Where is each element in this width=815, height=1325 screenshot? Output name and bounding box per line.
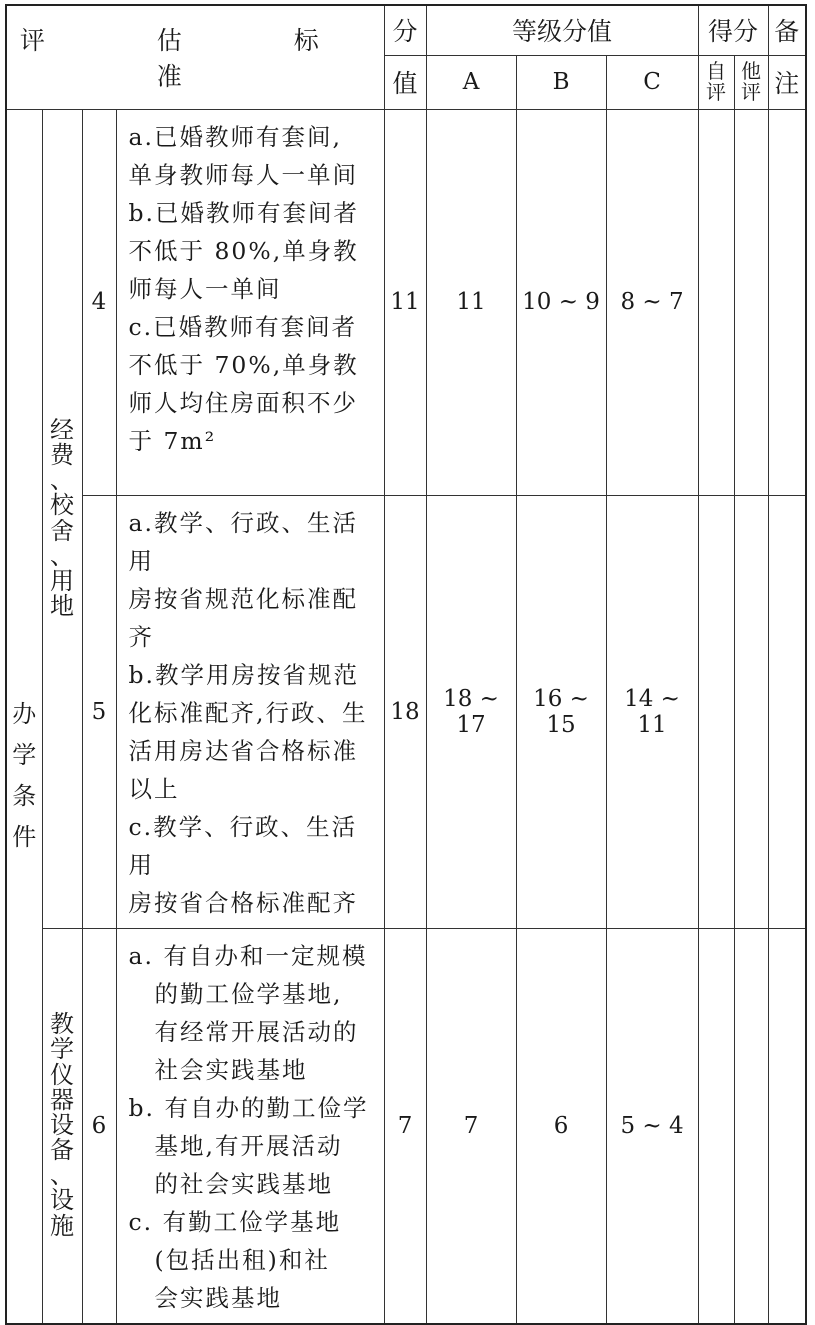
- criteria-line: 房按省合格标准配齐: [128, 888, 358, 917]
- criteria-line: (包括出租)和社: [154, 1245, 330, 1274]
- other-eval-cell[interactable]: [734, 495, 768, 928]
- criteria-line: 基地,有开展活动: [154, 1131, 343, 1160]
- remark-header-bottom: 注: [768, 55, 806, 109]
- score-header-bottom: 值: [384, 55, 426, 109]
- criteria-line: 师每人一单间: [128, 274, 282, 303]
- category-char: 条: [12, 782, 37, 810]
- criteria-cell: [116, 109, 384, 495]
- subcategory-char: 费: [50, 440, 74, 469]
- subcategory-char: 施: [50, 1211, 74, 1240]
- row-index: 5: [82, 495, 116, 928]
- category-char: 件: [12, 823, 37, 852]
- remark-header-top: 备: [768, 5, 806, 55]
- criteria-header-label: 评 估 标 准: [19, 26, 371, 92]
- criteria-cell: [116, 928, 384, 1324]
- category-char: 学: [12, 740, 37, 769]
- evaluation-table-page: [5, 4, 805, 1312]
- other-eval-top: 他: [741, 59, 762, 83]
- criteria-line: 以上: [128, 774, 180, 803]
- level-b-value: 6: [516, 928, 606, 1324]
- criteria-line: c. 有勤工俭学基地: [128, 1207, 342, 1236]
- other-eval-header: [734, 55, 768, 109]
- score-value: 18: [384, 495, 426, 928]
- remark-cell[interactable]: [768, 109, 806, 495]
- level-c-value: 14 ~ 11: [606, 495, 698, 928]
- level-a-value: 7: [426, 928, 516, 1324]
- subcategory-char: 地: [50, 592, 74, 621]
- criteria-line: 的勤工俭学基地,: [154, 979, 343, 1008]
- category-cell: [6, 109, 42, 1324]
- level-a-header: A: [426, 55, 516, 109]
- subcategory-char: 经: [50, 415, 74, 444]
- criteria-line: 齐: [128, 622, 154, 651]
- score-value: 11: [384, 109, 426, 495]
- other-eval-cell[interactable]: [734, 109, 768, 495]
- criteria-line: a.教学、行政、生活用: [128, 508, 358, 575]
- evaluation-table: [5, 4, 807, 1325]
- level-b-value: 10 ~ 9: [516, 109, 606, 495]
- self-eval-cell[interactable]: [698, 109, 734, 495]
- obtained-header: 得分: [698, 5, 768, 55]
- subcategory-char: 教: [50, 1010, 74, 1039]
- level-c-header: C: [606, 55, 698, 109]
- subcategory-char: 设: [50, 1110, 74, 1139]
- score-header-top: 分: [384, 5, 426, 55]
- level-b-header: B: [516, 55, 606, 109]
- criteria-line: 单身教师每人一单间: [128, 160, 358, 189]
- remark-cell[interactable]: [768, 928, 806, 1324]
- criteria-line: a. 有自办和一定规模: [128, 941, 368, 970]
- other-eval-cell[interactable]: [734, 928, 768, 1324]
- other-eval-bottom: 评: [741, 80, 762, 104]
- level-b-value: 16 ~ 15: [516, 495, 606, 928]
- level-a-value: 11: [426, 109, 516, 495]
- subcategory-char: 用: [50, 566, 74, 595]
- criteria-line: 于 7m²: [128, 426, 217, 455]
- subcategory-funding: [42, 109, 82, 928]
- criteria-line: a.已婚教师有套间,: [128, 122, 342, 151]
- category-char: 办: [12, 699, 37, 728]
- criteria-line: c.教学、行政、生活用: [128, 812, 358, 879]
- criteria-cell: [116, 495, 384, 928]
- levels-header: 等级分值: [426, 5, 698, 55]
- subcategory-char: 备: [50, 1136, 74, 1165]
- criteria-line: b.已婚教师有套间者: [128, 198, 360, 227]
- subcategory-char: 学: [50, 1035, 74, 1064]
- criteria-line: b.教学用房按省规范: [128, 660, 360, 689]
- criteria-line: c.已婚教师有套间者: [128, 312, 358, 341]
- level-c-value: 8 ~ 7: [606, 109, 698, 495]
- subcategory-char: 设: [50, 1186, 74, 1215]
- score-value: 7: [384, 928, 426, 1324]
- criteria-line: 有经常开展活动的: [154, 1017, 359, 1046]
- row-index: 4: [82, 109, 116, 495]
- subcategory-char: 仪: [50, 1060, 74, 1089]
- subcategory-char: 校: [50, 491, 74, 520]
- criteria-line: b. 有自办的勤工俭学: [128, 1093, 369, 1122]
- criteria-line: 房按省规范化标准配: [128, 584, 358, 613]
- subcategory-char: 舍: [50, 516, 74, 545]
- subcategory-equipment: [42, 928, 82, 1324]
- self-eval-header: [698, 55, 734, 109]
- criteria-line: 化标准配齐,行政、生: [128, 698, 368, 727]
- self-eval-bottom: 评: [706, 80, 727, 104]
- criteria-line: 不低于 70%,单身教: [128, 350, 359, 379]
- self-eval-cell[interactable]: [698, 928, 734, 1324]
- remark-cell[interactable]: [768, 495, 806, 928]
- criteria-line: 不低于 80%,单身教: [128, 236, 359, 265]
- criteria-line: 会实践基地: [154, 1283, 282, 1312]
- criteria-line: 师人均住房面积不少: [128, 388, 358, 417]
- subcategory-char: 、: [50, 541, 74, 570]
- level-a-value: 18 ~ 17: [426, 495, 516, 928]
- self-eval-cell[interactable]: [698, 495, 734, 928]
- self-eval-top: 自: [706, 59, 727, 83]
- subcategory-char: 、: [50, 466, 74, 495]
- criteria-line: 活用房达省合格标准: [128, 736, 358, 765]
- criteria-line: 社会实践基地: [154, 1055, 308, 1084]
- criteria-header: [6, 5, 384, 109]
- subcategory-char: 器: [50, 1085, 74, 1114]
- level-c-value: 5 ~ 4: [606, 928, 698, 1324]
- criteria-line: 的社会实践基地: [154, 1169, 333, 1198]
- subcategory-char: 、: [50, 1161, 74, 1190]
- row-index: 6: [82, 928, 116, 1324]
